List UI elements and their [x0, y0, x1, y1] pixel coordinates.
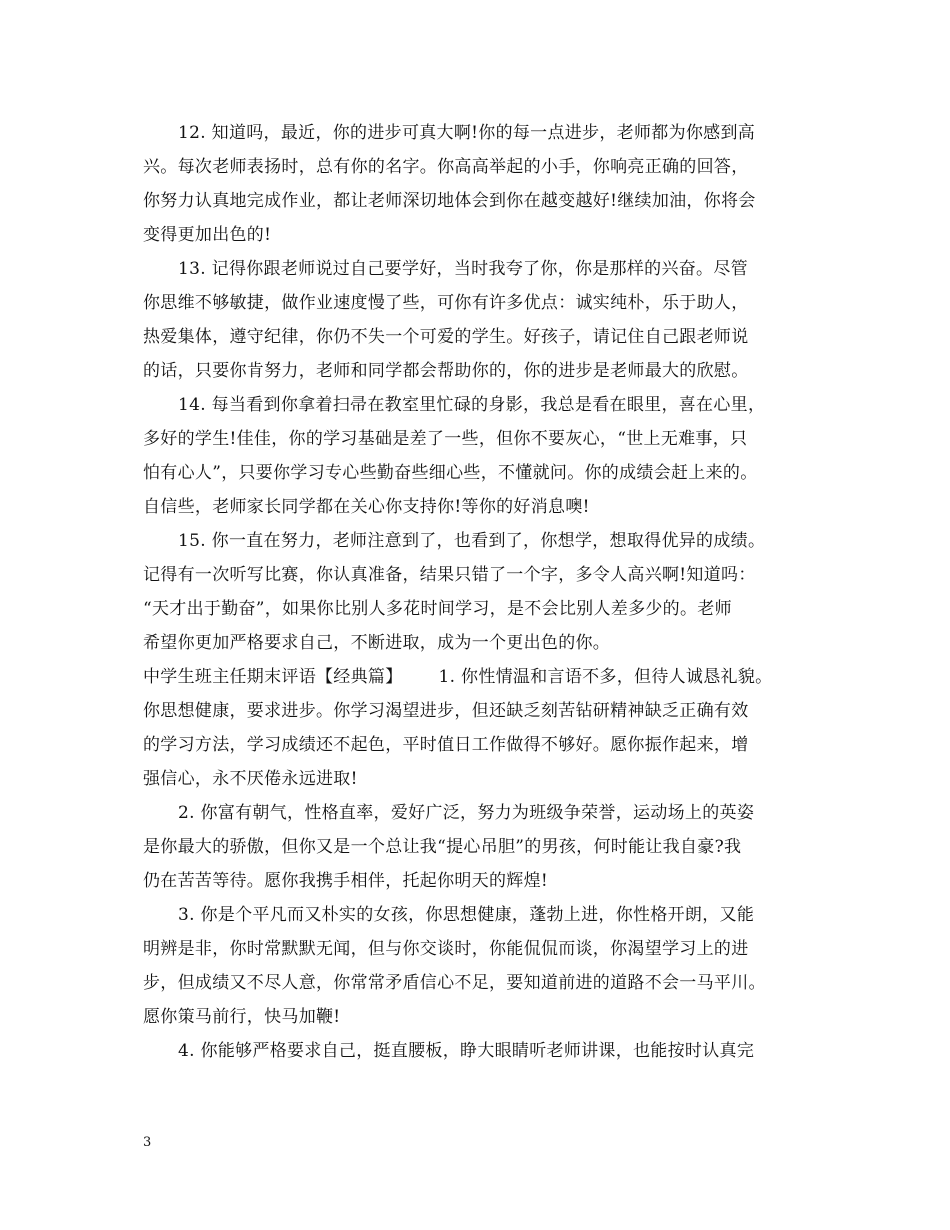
paragraph-13-line-4: 的话，只要你肯努力，老师和同学都会帮助你的，你的进步是老师最大的欣慰。: [143, 361, 749, 381]
paragraph-14-line-1: 14. 每当看到你拿着扫帚在教室里忙碌的身影，我总是看在眼里，喜在心里，: [178, 395, 766, 415]
paragraph-12-line-2: 兴。每次老师表扬时，总有你的名字。你高高举起的小手，你响亮正确的回答，: [143, 157, 749, 177]
paragraph-2-line-3: 仍在苦苦等待。愿你我携手相伴，托起你明天的辉煌!: [143, 871, 549, 891]
paragraph-15-line-2: 记得有一次听写比赛，你认真准备，结果只错了一个字，多令人高兴啊!知道吗：: [143, 565, 756, 585]
paragraph-1-line-3: 的学习方法，学习成绩还不起色，平时值日工作做得不够好。愿你振作起来，增: [143, 735, 749, 755]
paragraph-3-line-2: 明辨是非，你时常默默无闻，但与你交谈时，你能侃侃而谈，你渴望学习上的进: [143, 939, 749, 959]
section-heading: 中学生班主任期末评语【经典篇】: [143, 667, 403, 687]
paragraph-13-line-3: 热爱集体，遵守纪律，你仍不失一个可爱的学生。好孩子，请记住自己跟老师说: [143, 327, 749, 347]
page-number: 3: [143, 1135, 152, 1150]
paragraph-1-line-2: 你思想健康，要求进步。你学习渴望进步，但还缺乏刻苦钻研精神缺乏正确有效: [143, 701, 749, 721]
paragraph-15-line-4: 希望你更加严格要求自己，不断进取，成为一个更出色的你。: [143, 633, 611, 653]
paragraph-1-line-4: 强信心，永不厌倦永远进取!: [143, 769, 358, 789]
section-heading-line: [143, 660, 823, 694]
paragraph-2-line-2: 是你最大的骄傲，但你又是一个总让我“提心吊胆”的男孩，何时能让我自豪?我: [143, 837, 742, 857]
paragraph-14-line-4: 自信些，老师家长同学都在关心你支持你!等你的好消息噢!: [143, 497, 590, 517]
paragraph-13-line-1: 13. 记得你跟老师说过自己要学好，当时我夸了你，你是那样的兴奋。尽管: [178, 259, 748, 279]
paragraph-12-line-1: 12. 知道吗，最近，你的进步可真大啊!你的每一点进步，老师都为你感到高: [178, 123, 756, 143]
paragraph-12-line-3: 你努力认真地完成作业，都让老师深切地体会到你在越变越好!继续加油，你将会: [143, 191, 756, 211]
paragraph-14-line-3: 怕有心人”，只要你学习专心些勤奋些细心些，不懂就问。你的成绩会赶上来的。: [143, 463, 758, 483]
paragraph-15-line-1: 15. 你一直在努力，老师注意到了，也看到了，你想学，想取得优异的成绩。: [178, 531, 766, 551]
paragraph-4-line-1: 4. 你能够严格要求自己，挺直腰板，睁大眼睛听老师讲课，也能按时认真完: [178, 1041, 755, 1061]
paragraph-3-line-4: 愿你策马前行，快马加鞭!: [143, 1007, 341, 1027]
paragraph-15-line-3: “天才出于勤奋”，如果你比别人多花时间学习，是不会比别人差多少的。老师: [143, 599, 732, 619]
paragraph-1-line-1: 1. 你性情温和言语不多，但待人诚恳礼貌。: [438, 667, 773, 687]
paragraph-3-line-1: 3. 你是个平凡而又朴实的女孩，你思想健康，蓬勃上进，你性格开朗，又能: [178, 905, 755, 925]
document-body: [143, 116, 823, 1068]
paragraph-2-line-1: 2. 你富有朝气，性格直率，爱好广泛，努力为班级争荣誉，运动场上的英姿: [178, 803, 755, 823]
paragraph-3-line-3: 步，但成绩又不尽人意，你常常矛盾信心不足，要知道前进的道路不会一马平川。: [143, 973, 766, 993]
paragraph-14-line-2: 多好的学生!佳佳，你的学习基础是差了一些，但你不要灰心，“世上无难事，只: [143, 429, 748, 449]
paragraph-12-line-4: 变得更加出色的!: [143, 225, 272, 245]
paragraph-13-line-2: 你思维不够敏捷，做作业速度慢了些，可你有许多优点：诚实纯朴，乐于助人，: [143, 293, 749, 313]
